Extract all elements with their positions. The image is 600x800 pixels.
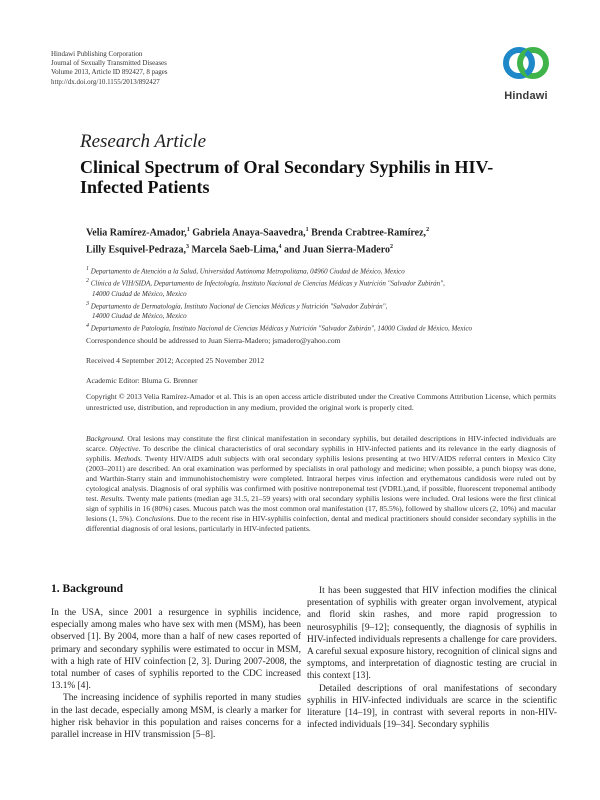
author-affiliation-ref: 1 [305,227,309,233]
abstract-results-label: Results. [100,494,125,503]
author-affiliation-ref: 3 [186,244,189,251]
abstract-conclusions: Due to the recent rise in HIV-syphilis coinfection, dental and medical practitioners should consider secondary syphilis in the differential diagnosis of oral lesions, particularly in HIV-infected patients. [86,514,556,533]
volume-info: Volume 2013, Article ID 892427, 8 pages [51,68,168,77]
received-accepted-dates: Received 4 September 2012; Accepted 25 November 2012 [86,356,265,365]
body-column-left [51,607,301,741]
journal-name: Journal of Sexually Transmitted Diseases [51,59,167,68]
abstract-methods-label: Methods. [114,454,143,463]
affiliation-list [86,264,556,333]
academic-editor: Academic Editor: Bluma G. Brenner [86,376,198,385]
paragraph: In the USA, since 2001 a resurgence in syphilis incidence, especially among males who have sex with men (MSM), has been observed [1]. By 2004, more than a half of new cases reported of primary and secondary syphilis were estimated to occur in MSM, with a high rate of HIV coinfection [2, 3]. During 2007-2008, the total number of cases of syphilis reported to the CDC increased 13.1% [4]. [51,608,301,692]
article-type: Research Article [80,131,207,152]
abstract-methods: Twenty HIV/AIDS adult subjects with oral secondary syphilis lesions presenting at two HIV/AIDS referral centers in Mexico City (2003–2011) are described. An oral examination was performed by specialists in oral pathology and medicine; when possible, a punch biopsy was done, and Warthin-Starry stain and immunohistochemistry were completed. Intraoral herpes virus infection and erythematous candidosis were ruled out by cytological analysis. Diagnosis of oral syphilis was confirmed with positive nontreponemal test (VDRL),and, if possible, fluorescent treponemal antibody test. [86,454,556,503]
author-name: Velia Ramírez-Amador, [86,227,187,239]
affiliation-continued: 14000 Ciudad de México, Mexico [92,311,187,320]
article-title: Clinical Spectrum of Oral Secondary Syphilis in HIV-Infected Patients [80,157,494,197]
author-name: Brenda Crabtree-Ramírez, [311,227,427,239]
affiliation-number: 3 [86,300,89,307]
abstract-background: Oral lesions may constitute the first clinical manifestation in secondary syphilis, but detailed descriptions in HIV-infected individuals are scarce. [86,434,556,453]
author-name: Gabriela Anaya-Saavedra, [192,227,306,239]
doi-link[interactable]: http://dx.doi.org/10.1155/2013/892427 [51,77,160,86]
affiliation [86,321,556,333]
affiliation-text: Departamento de Atención a la Salud, Universidad Autónoma Metropolitana, 04960 Ciudad de México, Mexico [90,267,405,276]
author-list [86,223,546,258]
author-name: Marcela Saeb-Lima, [191,244,279,256]
abstract-conclusions-label: Conclusions. [135,514,176,523]
affiliation-text: Departamento de Patología, Instituto Nacional de Ciencias Médicas y Nutrición "Salvador Zubirán", 14000 Ciudad de México, Mexico [90,324,473,333]
abstract-background-label: Background. [86,434,125,443]
author-name: Lilly Esquivel-Pedraza, [86,244,186,256]
paragraph: The increasing incidence of syphilis reported in many studies in the last decade, especially among MSM, is clearly a marker for higher risk behavior in this population and raises concerns for a parallel increase in HIV transmission [5–8]. [51,693,301,741]
affiliation-number: 1 [86,266,89,272]
affiliation-continued: 14000 Ciudad de México, Mexico [92,289,187,298]
affiliation [86,264,556,276]
abstract-results: Twenty male patients (median age 31.5, 21–59 years) with oral secondary syphilis lesions were included. Oral lesions were the first clinical sign of syphilis in 16 (80%) cases. Mucous patch was the most common oral manifestation (17, 85.5%), followed by shallow ulcers (2, 10%) and macular lesions (1, 5%). [86,494,556,523]
affiliation-text: Departamento de Dermatología, Instituto Nacional de Ciencias Médicas y Nutrición "Salvador Zubirán", [90,301,388,310]
affiliation [86,276,556,288]
correspondence: Correspondence should be addressed to Juan Sierra-Madero; jsmadero@yahoo.com [86,336,341,345]
author-affiliation-ref: 1 [186,227,190,233]
author-name: and Juan Sierra-Madero [284,244,390,256]
hindawi-logo-text: Hindawi [504,90,548,102]
affiliation-number: 4 [86,322,89,329]
author-affiliation-ref: 2 [426,227,430,233]
publisher-name: Hindawi Publishing Corporation [51,50,143,58]
hindawi-logo [496,42,556,102]
author-affiliation-ref: 2 [389,244,393,251]
body-column-right [307,585,557,731]
paragraph: It has been suggested that HIV infection modifies the clinical presentation of syphilis with greater organ involvement, atypical and florid skin rashes, and more rapid progression to neurosyphilis [9–12]; consequently, the diagnosis of syphilis in HIV-infected individuals represents a challenge for care providers. A careful sexual exposure history, recognition of clinical signs and symptoms, and interpretation of diagnostic testing are crucial in this context [13]. [307,586,557,682]
paragraph: Detailed descriptions of oral manifestations of secondary syphilis in HIV-infected individuals are scarce in the scientific literature [14–19], in contrast with several reports in non-HIV-infected individuals [19–34]. Secondary syphilis [307,683,557,731]
journal-header [51,50,168,87]
abstract-objective-label: Objective. [109,444,141,453]
affiliation-text: Clínica de VIH/SIDA, Departamento de Infectología, Instituto Nacional de Ciencias Médicas y Nutrición "Salvador Zubirán", [90,279,445,288]
copyright-notice: Copyright © 2013 Velia Ramírez-Amador et al. This is an open access article distributed under the Creative Commons Attribution License, which permits unrestricted use, distribution, and reproduction in any medium, provided the original work is properly cited. [86,392,556,412]
affiliation [86,299,556,311]
section-heading: 1. Background [51,583,124,595]
abstract-objective: To describe the clinical characteristics of oral secondary syphilis in HIV-infected patients and its relevance in the early diagnosis of syphilis. [86,444,556,463]
author-affiliation-ref: 4 [278,244,282,251]
hindawi-logo-icon [496,42,556,90]
affiliation-number: 2 [86,278,89,285]
abstract [86,434,556,534]
